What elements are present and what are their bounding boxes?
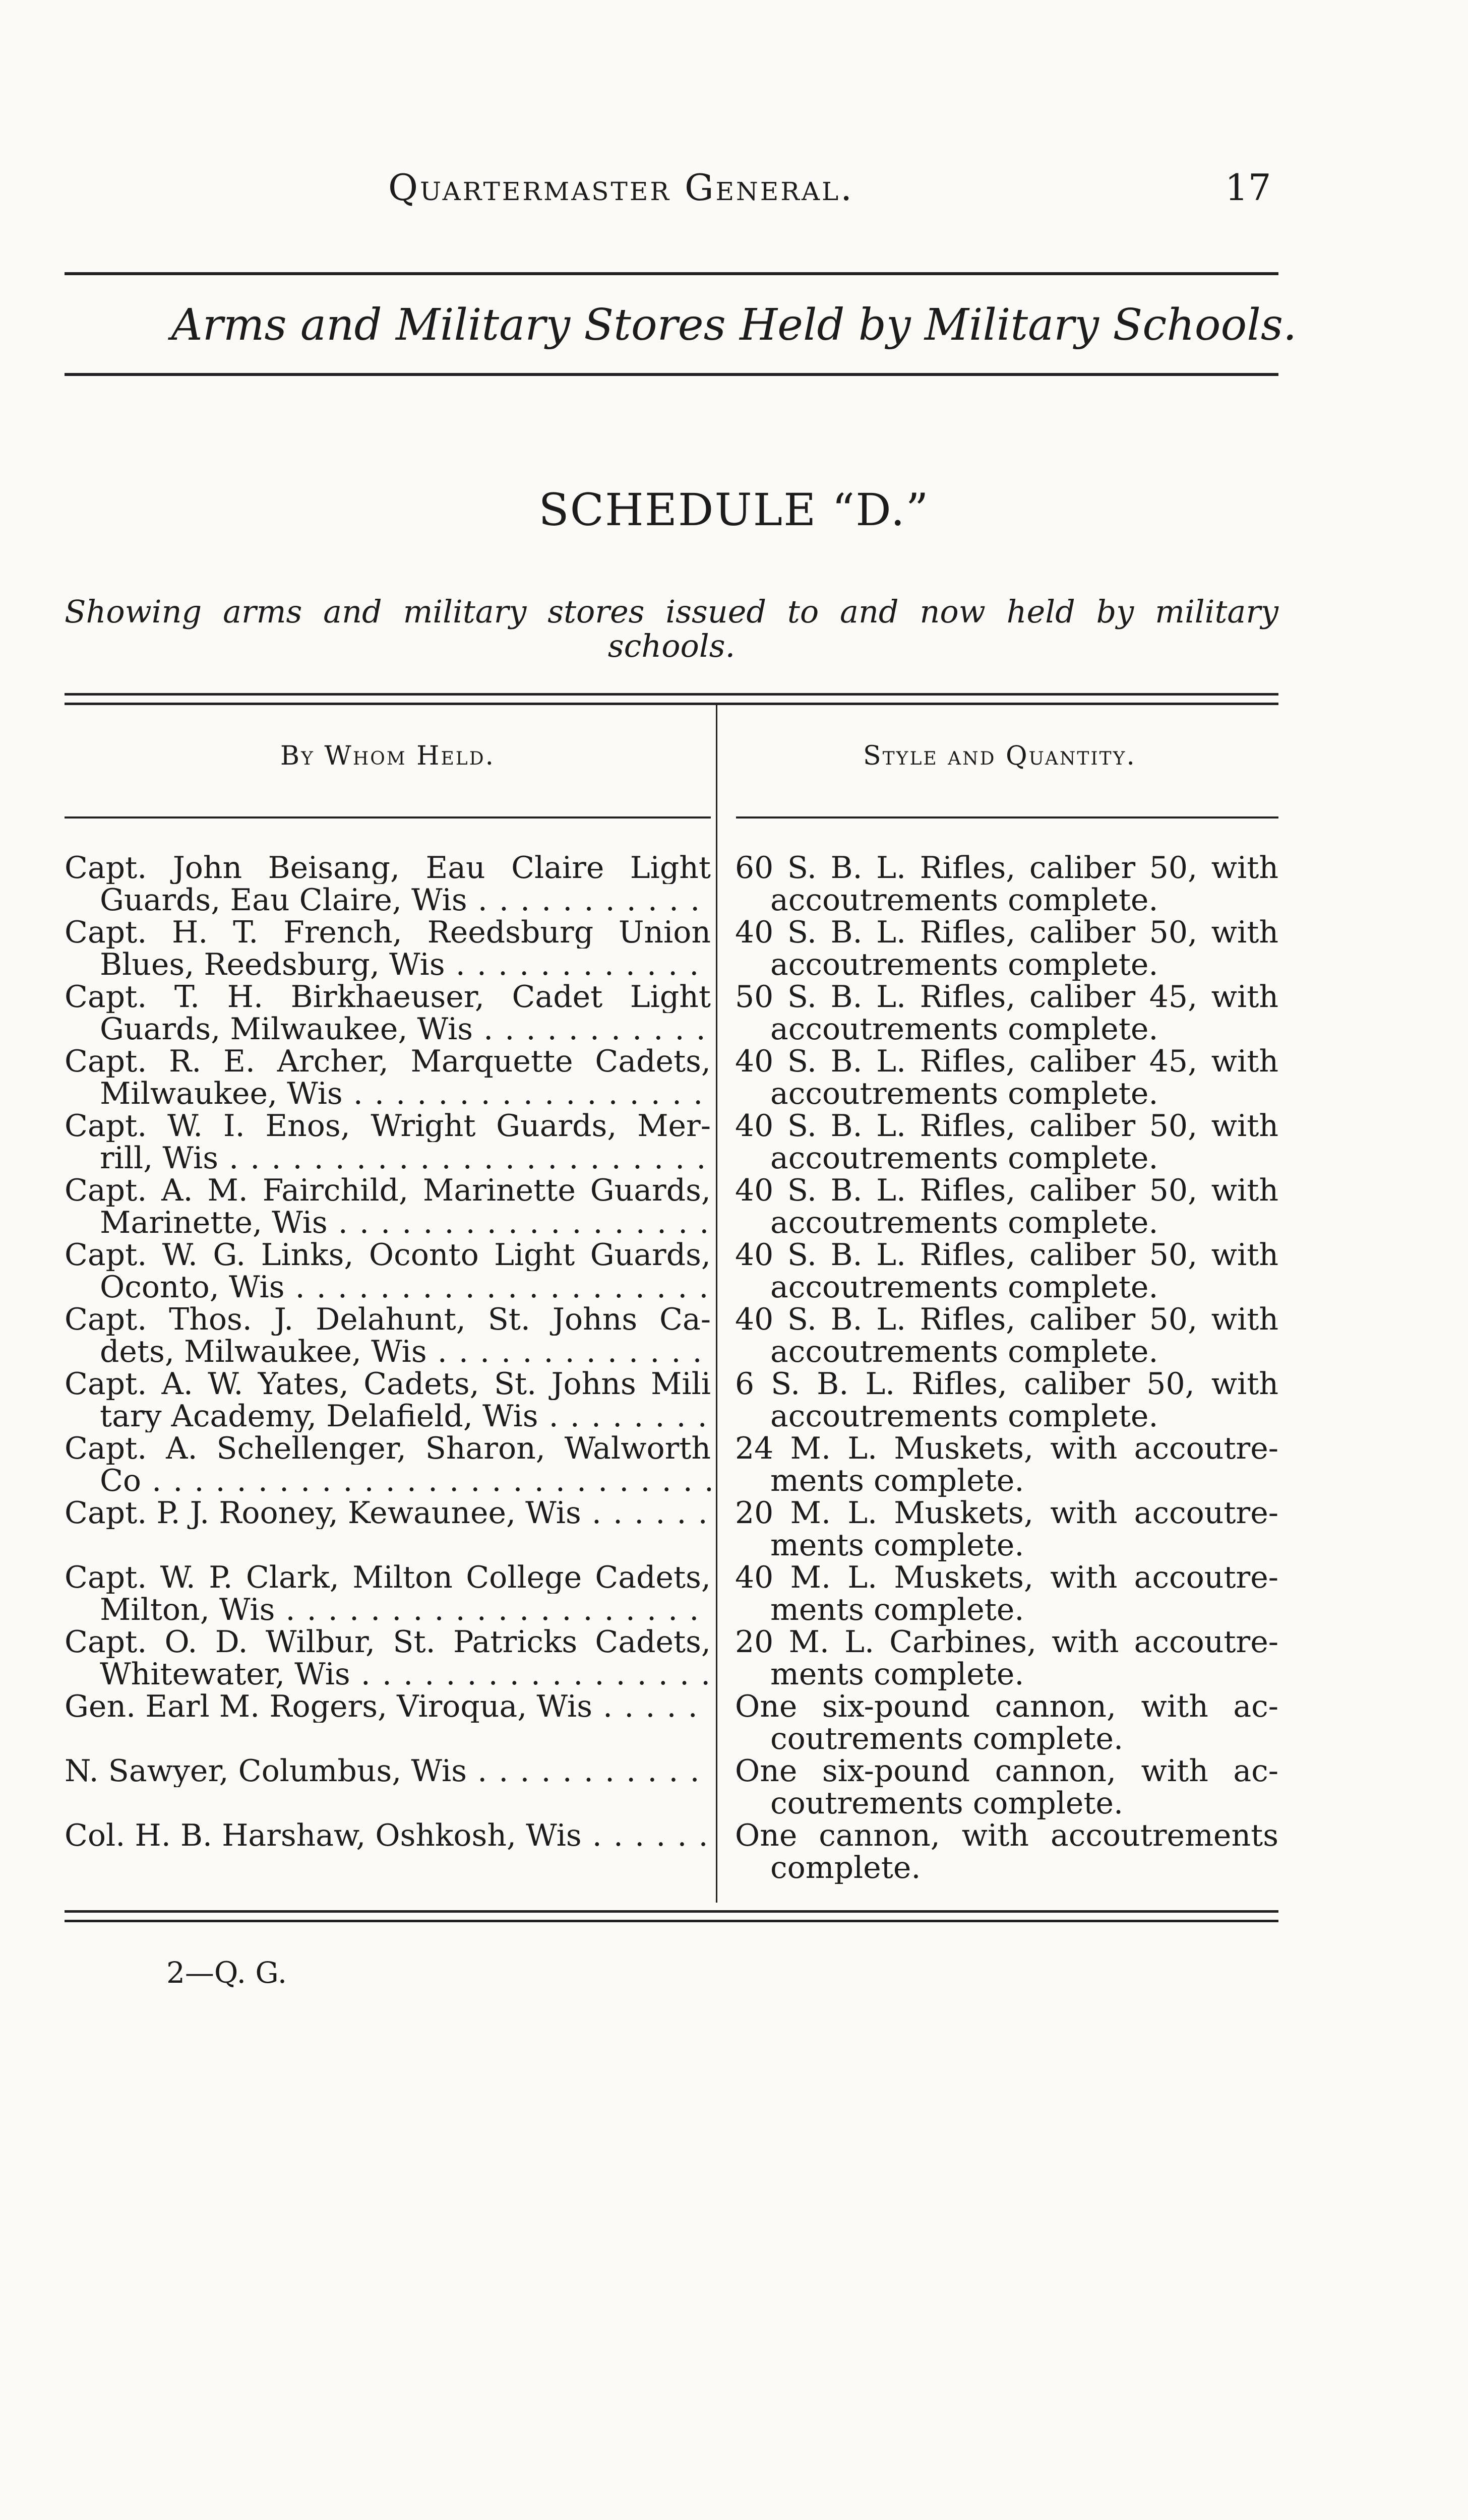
held-by-line: Capt. John Beisang, Eau Claire Light [65,852,711,884]
table-row [65,852,1278,916]
style-quantity-line: 40 M. L. Muskets, with accoutre- [735,1561,1278,1594]
held-by-cell [65,1239,711,1303]
style-quantity-line: accoutrements complete. [770,949,1158,981]
style-quantity-line: accoutrements complete. [770,1271,1158,1303]
held-by-cell [65,1303,711,1368]
held-by-line: Blues, Reedsburg, Wis . . . [65,949,711,981]
table-row [65,916,1278,981]
section-title: Arms and Military Stores Held by Military Schools. [171,300,1297,350]
style-quantity-cell [735,1045,1278,1110]
style-quantity-cell [735,1561,1278,1626]
table-row [65,1303,1278,1368]
table-row [65,981,1278,1045]
style-quantity-line: accoutrements complete. [770,1400,1158,1432]
section-rule [65,373,1278,376]
held-by-cell [65,852,711,916]
held-by-cell [65,1755,711,1787]
held-by-cell [65,1497,711,1529]
held-by-line: Capt. T. H. Birkhaeuser, Cadet Light [65,981,711,1013]
held-by-line: Capt. W. P. Clark, Milton College Cadets, [65,1561,711,1594]
column-header-style-quantity: Style and Quantity. [863,741,1136,771]
held-by-line: Capt. H. T. French, Reedsburg Union [65,916,711,949]
held-by-cell [65,1432,711,1497]
style-quantity-line: 40 S. B. L. Rifles, caliber 50, with [735,1239,1278,1271]
style-quantity-line: One six-pound cannon, with ac- [735,1690,1278,1723]
held-by-line: Capt. A. M. Fairchild, Marinette Guards, [65,1174,711,1207]
held-by-cell [65,1174,711,1239]
style-quantity-cell [735,1110,1278,1174]
signature-mark: 2—Q. G. [166,1956,287,1990]
table-row [65,1110,1278,1174]
style-quantity-cell [735,1755,1278,1819]
style-quantity-line: ments complete. [770,1658,1024,1690]
style-quantity-cell [735,916,1278,981]
style-quantity-cell [735,852,1278,916]
held-by-line: Co . . . [65,1465,711,1497]
held-by-line: N. Sawyer, Columbus, Wis . . . [65,1755,711,1787]
style-quantity-cell [735,1239,1278,1303]
held-by-cell [65,1626,711,1690]
style-quantity-line: 60 S. B. L. Rifles, caliber 50, with [735,852,1278,884]
page-header [0,166,1468,217]
style-quantity-cell [735,1626,1278,1690]
held-by-line: Capt. Thos. J. Delahunt, St. Johns Ca- [65,1303,711,1336]
style-quantity-line: 50 S. B. L. Rifles, caliber 45, with [735,981,1278,1013]
held-by-line: dets, Milwaukee, Wis . . . [65,1336,711,1368]
style-quantity-line: accoutrements complete. [770,1013,1158,1045]
table-bottom-rule [65,1910,1278,1922]
style-quantity-cell [735,1432,1278,1497]
style-quantity-line: 40 S. B. L. Rifles, caliber 50, with [735,1174,1278,1207]
style-quantity-cell [735,1690,1278,1755]
style-quantity-cell [735,1303,1278,1368]
table-row [65,1755,1278,1819]
table-row [65,1045,1278,1110]
table-top-rule [65,693,1278,705]
style-quantity-line: accoutrements complete. [770,1142,1158,1174]
held-by-cell [65,1561,711,1626]
style-quantity-line: 40 S. B. L. Rifles, caliber 45, with [735,1045,1278,1078]
held-by-cell [65,1045,711,1110]
held-by-cell [65,981,711,1045]
table-row [65,1819,1278,1884]
style-quantity-line: coutrements complete. [770,1787,1124,1819]
style-quantity-line: accoutrements complete. [770,1078,1158,1110]
held-by-cell [65,916,711,981]
held-by-cell [65,1819,711,1852]
header-rule [65,272,1278,275]
held-by-line: Col. H. B. Harshaw, Oshkosh, Wis . . . [65,1819,711,1852]
style-quantity-cell [735,1174,1278,1239]
column-header-held-by: By Whom Held. [280,741,496,771]
held-by-line: Guards, Milwaukee, Wis . . . [65,1013,711,1045]
column-header-rule-right [736,816,1278,818]
held-by-line: Oconto, Wis . . . [65,1271,711,1303]
held-by-line: Capt. A. W. Yates, Cadets, St. Johns Mili [65,1368,711,1400]
table-row [65,1239,1278,1303]
page-number: 17 [1225,166,1271,209]
style-quantity-line: accoutrements complete. [770,1207,1158,1239]
held-by-line: Capt. O. D. Wilbur, St. Patricks Cadets, [65,1626,711,1658]
held-by-line: Whitewater, Wis . . . [65,1658,711,1690]
style-quantity-line: One six-pound cannon, with ac- [735,1755,1278,1787]
held-by-line: Capt. W. I. Enos, Wright Guards, Mer- [65,1110,711,1142]
style-quantity-line: accoutrements complete. [770,884,1158,916]
style-quantity-line: ments complete. [770,1529,1024,1561]
style-quantity-line: ments complete. [770,1594,1024,1626]
held-by-cell [65,1110,711,1174]
schedule-title: SCHEDULE “D.” [538,484,930,536]
column-header-rule-left [65,816,711,818]
style-quantity-line: ments complete. [770,1465,1024,1497]
table-row [65,1497,1278,1561]
running-title: Quartermaster General. [388,166,854,209]
style-quantity-cell [735,1497,1278,1561]
style-quantity-line: complete. [770,1852,921,1884]
table-row [65,1690,1278,1755]
style-quantity-cell [735,1819,1278,1884]
table-row [65,1174,1278,1239]
held-by-line: Gen. Earl M. Rogers, Viroqua, Wis . . . [65,1690,711,1723]
table-row [65,1432,1278,1497]
style-quantity-cell [735,981,1278,1045]
style-quantity-line: One cannon, with accoutrements [735,1819,1278,1852]
held-by-line: Milwaukee, Wis . . . [65,1078,711,1110]
held-by-cell [65,1690,711,1723]
held-by-line: Capt. W. G. Links, Oconto Light Guards, [65,1239,711,1271]
style-quantity-cell [735,1368,1278,1432]
held-by-line: Marinette, Wis . . . [65,1207,711,1239]
style-quantity-line: 40 S. B. L. Rifles, caliber 50, with [735,1110,1278,1142]
held-by-line: rill, Wis . . . [65,1142,711,1174]
style-quantity-line: accoutrements complete. [770,1336,1158,1368]
held-by-line: Capt. P. J. Rooney, Kewaunee, Wis . . . [65,1497,711,1529]
style-quantity-line: 20 M. L. Carbines, with accoutre- [735,1626,1278,1658]
held-by-line: Milton, Wis . . . [65,1594,711,1626]
style-quantity-line: 40 S. B. L. Rifles, caliber 50, with [735,1303,1278,1336]
table-row [65,1368,1278,1432]
style-quantity-line: 20 M. L. Muskets, with accoutre- [735,1497,1278,1529]
held-by-line: Guards, Eau Claire, Wis . . . [65,884,711,916]
style-quantity-line: 6 S. B. L. Rifles, caliber 50, with [735,1368,1278,1400]
style-quantity-line: 24 M. L. Muskets, with accoutre- [735,1432,1278,1465]
held-by-line: tary Academy, Delafield, Wis . . . [65,1400,711,1432]
table-row [65,1561,1278,1626]
style-quantity-line: coutrements complete. [770,1723,1124,1755]
held-by-cell [65,1368,711,1432]
held-by-line: Capt. A. Schellenger, Sharon, Walworth [65,1432,711,1465]
table-row [65,1626,1278,1690]
table-body [65,852,1278,1884]
schedule-caption: Showing arms and military stores issued to and now held by military schools. [65,593,1278,664]
held-by-line: Capt. R. E. Archer, Marquette Cadets, [65,1045,711,1078]
style-quantity-line: 40 S. B. L. Rifles, caliber 50, with [735,916,1278,949]
